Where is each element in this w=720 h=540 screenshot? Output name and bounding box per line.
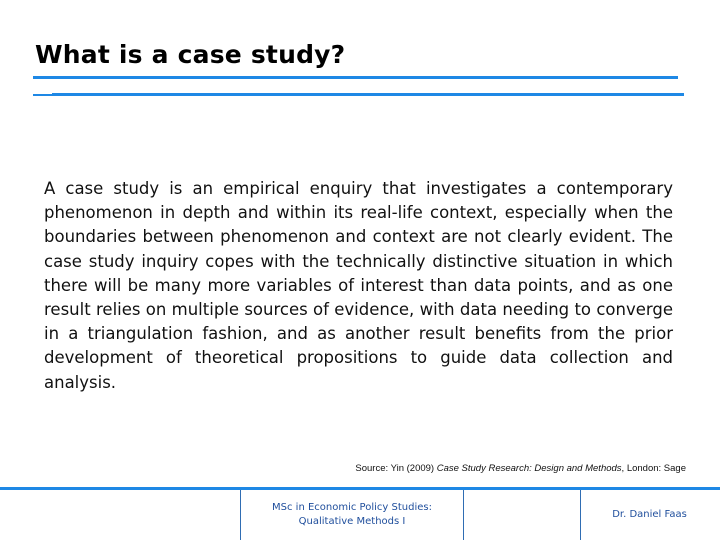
footer-course-box xyxy=(240,490,464,540)
source-suffix: , London: Sage xyxy=(621,463,686,474)
source-work-title: Case Study Research: Design and Methods xyxy=(436,463,622,474)
title-underline-top xyxy=(33,76,678,79)
footer-author: Dr. Daniel Faas xyxy=(612,509,687,520)
footer-course-line1: MSc in Economic Policy Studies: xyxy=(272,502,432,513)
title-underline-tick xyxy=(33,94,53,96)
source-prefix: Source: Yin (2009) xyxy=(355,463,437,474)
slide-title: What is a case study? xyxy=(35,40,346,69)
footer-author-box xyxy=(580,490,718,540)
footer-course-line2: Qualitative Methods I xyxy=(298,516,406,527)
source-citation xyxy=(355,463,686,474)
definition-paragraph: A case study is an empirical enquiry that investigates a contemporary phenomenon in depth and within its real-life context, especially when the boundaries between phenomenon and context are not clearly evident. The case study inquiry copes with the technically distinctive situation in which there will be many more variables of interest than data points, and as one result relies on multiple sources of evidence, with data needing to converge in a triangulation fashion, and as another result benefits from the prior development of theoretical propositions to guide data collection and analysis. xyxy=(44,179,673,392)
title-underline-bottom xyxy=(52,93,684,96)
